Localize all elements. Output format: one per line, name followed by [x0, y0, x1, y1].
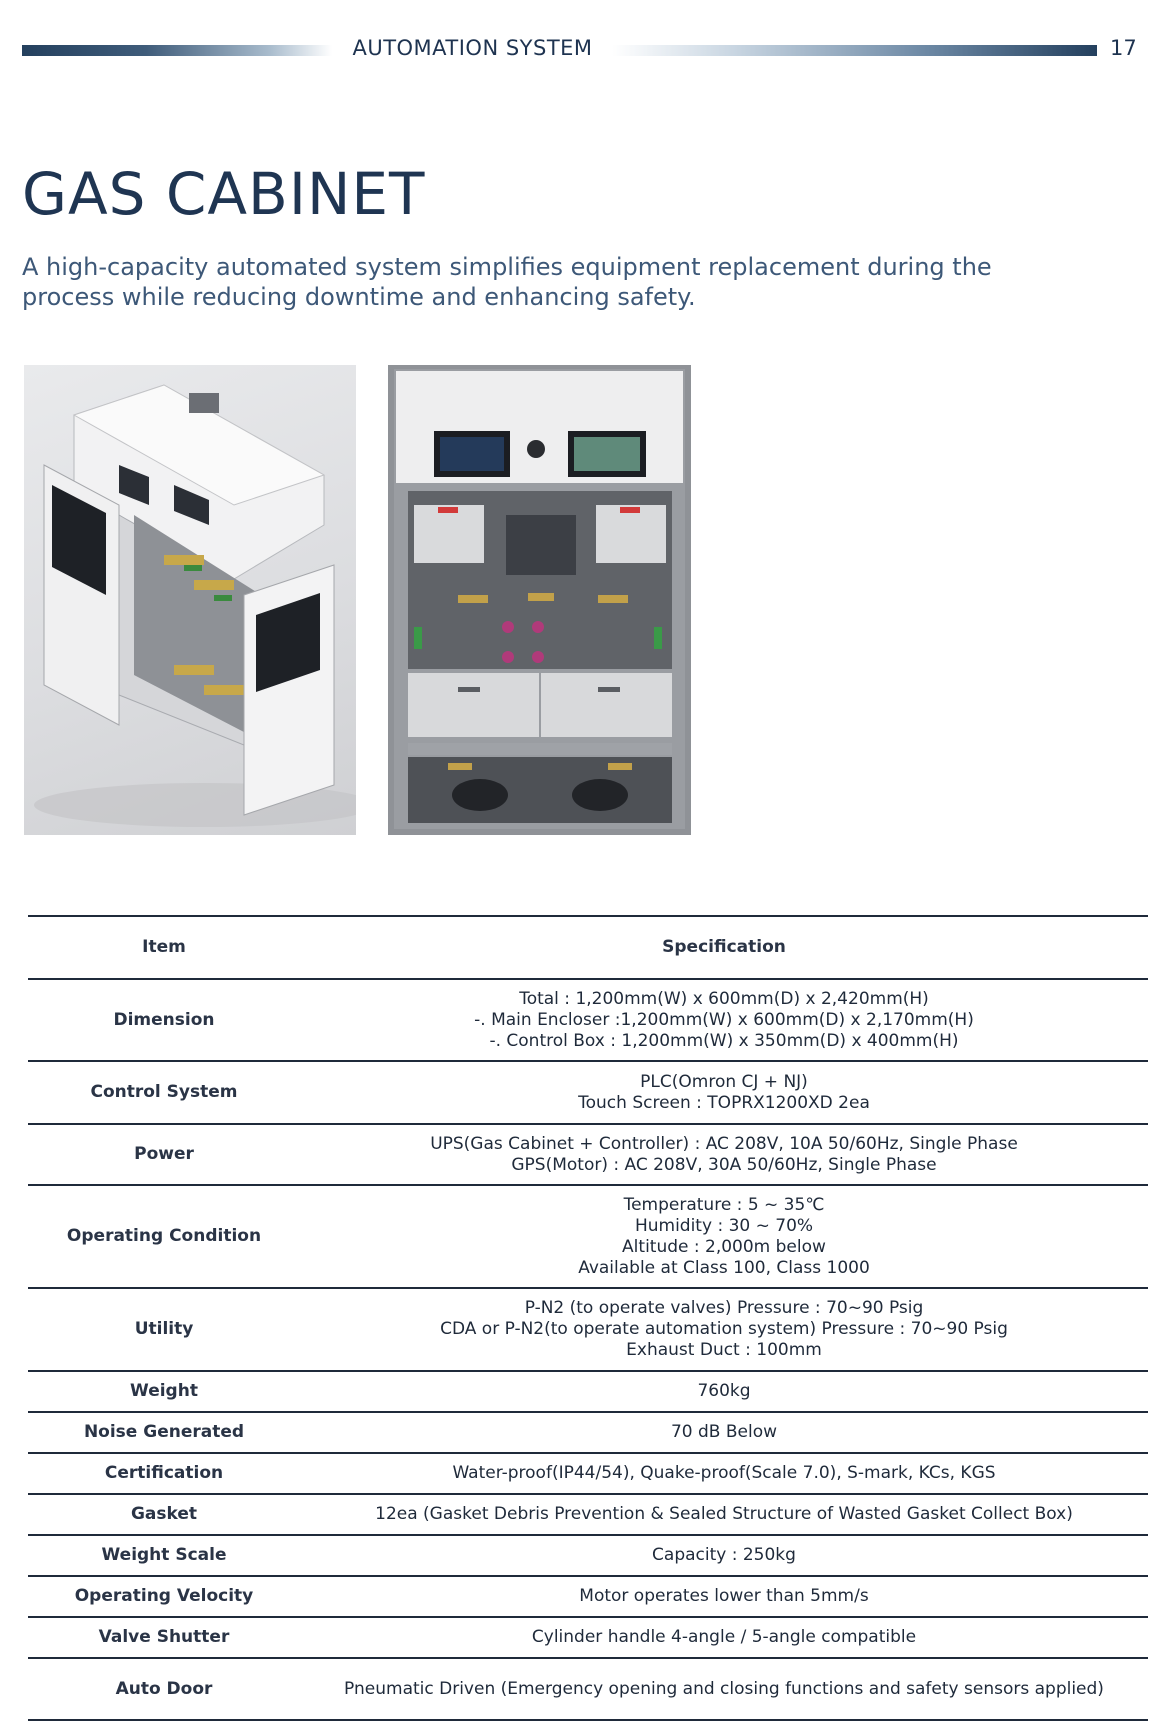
table-row [28, 1185, 1148, 1288]
row-item-weight: Weight [28, 1371, 300, 1412]
header-bar-left [22, 45, 332, 56]
row-item-operating-condition: Operating Condition [28, 1185, 300, 1288]
row-spec-control-system: PLC(Omron CJ + NJ) Touch Screen : TOPRX1200XD 2ea [300, 1061, 1148, 1124]
page-subtitle: A high-capacity automated system simplifies equipment replacement during the process while reducing downtime and enhancing safety. [22, 253, 992, 311]
header-bar-right [612, 45, 1097, 56]
row-spec-operating-condition: Temperature : 5 ~ 35℃ Humidity : 30 ~ 70% Altitude : 2,000m below Available at Class 100, Class 1000 [300, 1185, 1148, 1288]
row-item-power: Power [28, 1124, 300, 1185]
section-title: AUTOMATION SYSTEM [352, 36, 593, 60]
row-spec-gasket: 12ea (Gasket Debris Prevention & Sealed Structure of Wasted Gasket Collect Box) [300, 1494, 1148, 1535]
table-row [28, 1535, 1148, 1576]
row-item-gasket: Gasket [28, 1494, 300, 1535]
table-header-row [28, 916, 1148, 979]
row-spec-noise-generated: 70 dB Below [300, 1412, 1148, 1453]
table-row [28, 1453, 1148, 1494]
page-header [0, 0, 1164, 100]
row-spec-valve-shutter: Cylinder handle 4-angle / 5-angle compatible [300, 1617, 1148, 1658]
page-number: 17 [1110, 36, 1137, 60]
row-item-noise-generated: Noise Generated [28, 1412, 300, 1453]
row-item-weight-scale: Weight Scale [28, 1535, 300, 1576]
table-row [28, 1061, 1148, 1124]
table-row [28, 1412, 1148, 1453]
gas-cabinet-front-image [388, 365, 691, 835]
gas-cabinet-isometric-image [24, 365, 356, 835]
table-row [28, 1494, 1148, 1535]
row-spec-weight-scale: Capacity : 250kg [300, 1535, 1148, 1576]
row-spec-power: UPS(Gas Cabinet + Controller) : AC 208V, 10A 50/60Hz, Single Phase GPS(Motor) : AC 208V, 30A 50/60Hz, Single Phase [300, 1124, 1148, 1185]
row-item-auto-door: Auto Door [28, 1658, 300, 1720]
row-item-certification: Certification [28, 1453, 300, 1494]
column-header-item: Item [28, 916, 300, 979]
table-row [28, 1371, 1148, 1412]
table-row [28, 979, 1148, 1061]
row-spec-utility: P-N2 (to operate valves) Pressure : 70~90 Psig CDA or P-N2(to operate automation system) Pressure : 70~90 Psig Exhaust Duct : 100mm [300, 1288, 1148, 1371]
row-spec-weight: 760kg [300, 1371, 1148, 1412]
table-row [28, 1658, 1148, 1720]
specification-table [28, 915, 1148, 1721]
page-title: GAS CABINET [22, 160, 426, 228]
row-spec-certification: Water-proof(IP44/54), Quake-proof(Scale 7.0), S-mark, KCs, KGS [300, 1453, 1148, 1494]
row-item-dimension: Dimension [28, 979, 300, 1061]
table-row [28, 1288, 1148, 1371]
row-item-control-system: Control System [28, 1061, 300, 1124]
table-row [28, 1124, 1148, 1185]
table-row [28, 1576, 1148, 1617]
row-item-valve-shutter: Valve Shutter [28, 1617, 300, 1658]
row-spec-operating-velocity: Motor operates lower than 5mm/s [300, 1576, 1148, 1617]
row-spec-auto-door: Pneumatic Driven (Emergency opening and closing functions and safety sensors applied) [300, 1658, 1148, 1720]
table-row [28, 1617, 1148, 1658]
row-spec-dimension: Total : 1,200mm(W) x 600mm(D) x 2,420mm(H) -. Main Encloser :1,200mm(W) x 600mm(D) x 2,170mm(H) -. Control Box : 1,200mm(W) x 350mm(D) x 400mm(H) [300, 979, 1148, 1061]
row-item-operating-velocity: Operating Velocity [28, 1576, 300, 1617]
column-header-specification: Specification [300, 916, 1148, 979]
row-item-utility: Utility [28, 1288, 300, 1371]
